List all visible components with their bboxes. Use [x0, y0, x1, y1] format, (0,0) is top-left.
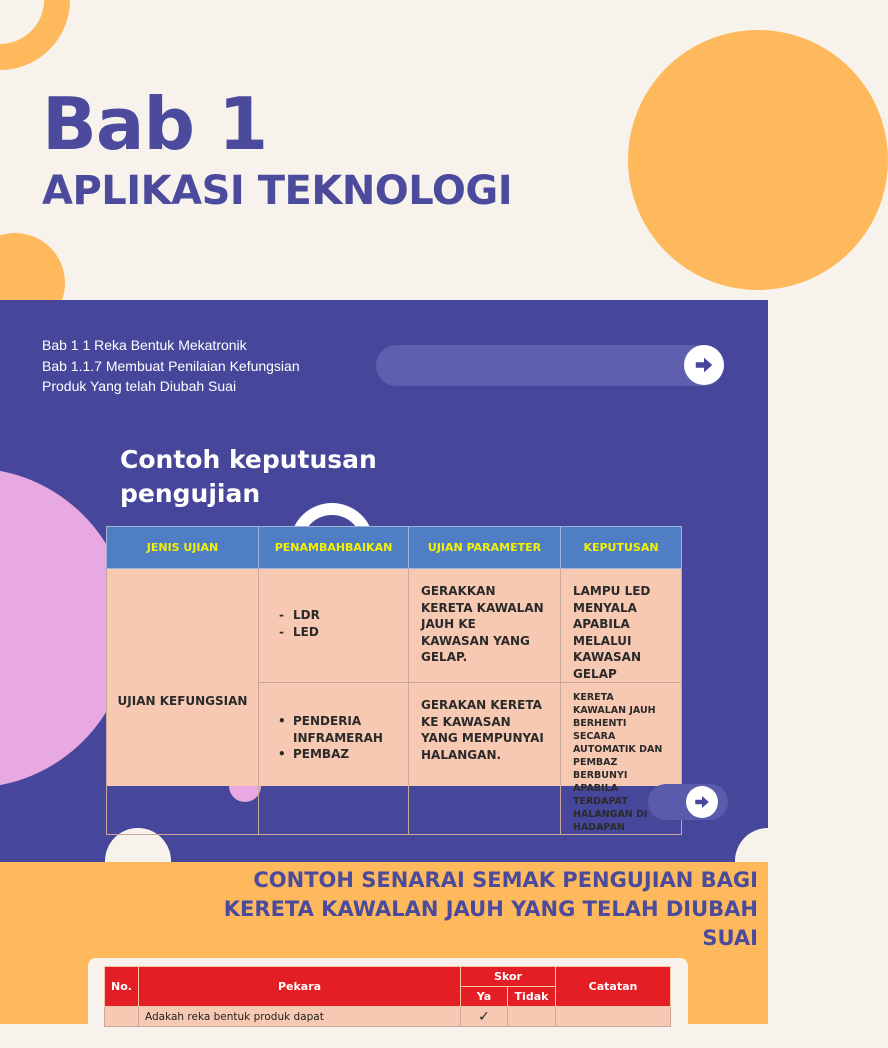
test-type-cell: UJIAN KEFUNGSIAN [107, 569, 259, 835]
decor-circle-right [628, 30, 888, 290]
table-cell [105, 1007, 139, 1027]
description-line: Bab 1 1 Reka Bentuk Mekatronik [42, 337, 247, 353]
improvement-item: - LDR [271, 607, 396, 624]
improvement-item: • PENDERIA INFRAMERAH [271, 713, 396, 746]
column-header: JENIS UJIAN [107, 527, 259, 569]
checklist-table [104, 966, 670, 1027]
column-header: Ya [461, 987, 508, 1007]
result-cell: LAMPU LED MENYALA APABILA MELALUI KAWASAN GELAP [561, 569, 682, 683]
section-description [42, 335, 300, 397]
checklist-section [0, 862, 768, 1024]
checklist-heading [158, 866, 758, 953]
heading-line: pengujian [120, 479, 261, 508]
heading-line: KERETA KAWALAN JAUH YANG TELAH DIUBAH [223, 897, 758, 921]
result-section [0, 300, 768, 862]
checkmark-cell: ✓ [461, 1007, 508, 1027]
results-heading [120, 443, 377, 511]
heading-line: CONTOH SENARAI SEMAK PENGUJIAN BAGI [253, 868, 758, 892]
column-header: Skor [461, 967, 556, 987]
column-header: Pekara [139, 967, 461, 1007]
column-header: Tidak [508, 987, 556, 1007]
improvement-item: • PEMBAZ [271, 746, 396, 763]
column-header: PENAMBAHBAIKAN [259, 527, 409, 569]
description-line: Produk Yang telah Diubah Suai [42, 378, 237, 394]
table-cell: Adakah reka bentuk produk dapat [139, 1007, 461, 1027]
column-header: UJIAN PARAMETER [409, 527, 561, 569]
results-table [106, 526, 681, 833]
progress-pill [376, 345, 724, 386]
chapter-subtitle: APLIKASI TEKNOLOGI [42, 168, 513, 214]
arrow-right-icon [693, 793, 711, 811]
title-section [0, 0, 768, 300]
decor-ring-top-left [0, 0, 70, 70]
improvement-cell [259, 569, 409, 683]
next-button[interactable] [686, 786, 718, 818]
heading-line: SUAI [702, 926, 758, 950]
arrow-right-icon [693, 354, 715, 376]
column-header: No. [105, 967, 139, 1007]
result-cell: KERETA KAWALAN JAUH BERHENTI SECARA AUTOMATIK DAN PEMBAZ BERBUNYI APABILA TERDAPAT HALANGAN DI HADAPAN [561, 683, 682, 835]
column-header: KEPUTUSAN [561, 527, 682, 569]
next-button[interactable] [684, 345, 724, 385]
parameter-cell: GERAKAN KERETA KE KAWASAN YANG MEMPUNYAI HALANGAN. [409, 683, 561, 835]
heading-line: Contoh keputusan [120, 445, 377, 474]
table-cell [556, 1007, 671, 1027]
improvement-cell [259, 683, 409, 835]
table-cell [508, 1007, 556, 1027]
column-header: Catatan [556, 967, 671, 1007]
chapter-title: Bab 1 [42, 82, 268, 166]
parameter-cell: GERAKKAN KERETA KAWALAN JAUH KE KAWASAN YANG GELAP. [409, 569, 561, 683]
improvement-item: - LED [271, 624, 396, 641]
description-line: Bab 1.1.7 Membuat Penilaian Kefungsian [42, 357, 300, 374]
